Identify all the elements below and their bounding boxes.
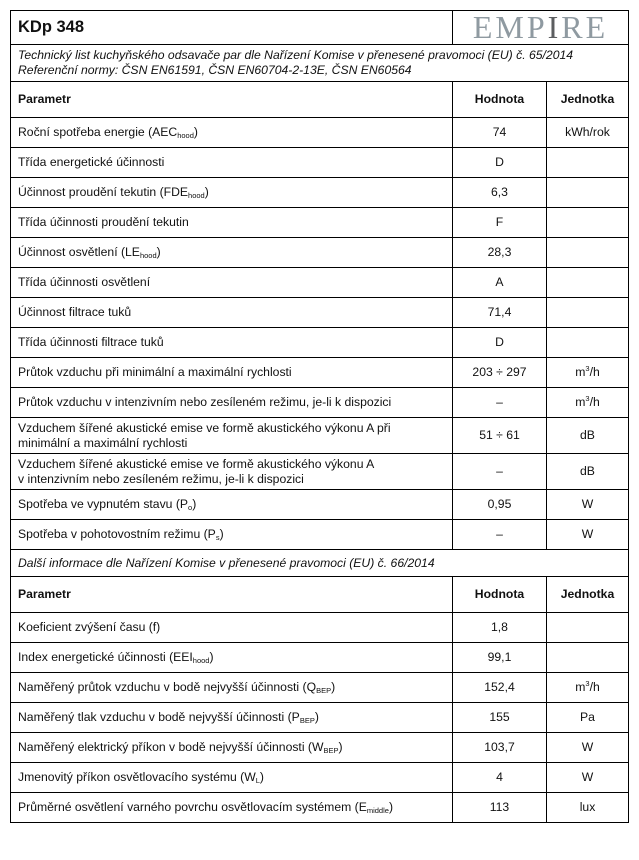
parameter-subscript: hood	[139, 251, 157, 260]
parameter-cell	[11, 643, 453, 673]
table-row	[11, 454, 629, 490]
unit-cell	[547, 298, 629, 328]
value-cell: A	[453, 268, 547, 298]
parameter-cell	[11, 208, 453, 238]
unit-cell	[547, 178, 629, 208]
value-cell: 1,8	[453, 613, 547, 643]
value-cell: 6,3	[453, 178, 547, 208]
parameter-label: Naměřený průtok vzduchu v bodě nejvyšší účinnosti (Q	[18, 680, 317, 694]
table-row	[11, 298, 629, 328]
unit-cell	[547, 733, 629, 763]
parameter-label-tail: )	[156, 245, 161, 259]
unit-cell	[547, 148, 629, 178]
unit-label: W	[581, 740, 594, 754]
value-cell: 103,7	[453, 733, 547, 763]
parameter-label: Naměřený elektrický příkon v bodě nejvyšší účinnosti (W	[18, 740, 324, 754]
column-header-row	[11, 577, 629, 613]
parameter-subscript: hood	[177, 131, 194, 140]
parameter-subscript: BEP	[316, 686, 332, 695]
parameter-label-tail: )	[331, 680, 336, 694]
value-cell: 51 ÷ 61	[453, 418, 547, 454]
value-cell: 4	[453, 763, 547, 793]
table-row	[11, 793, 629, 823]
value-cell: –	[453, 520, 547, 550]
unit-cell	[547, 673, 629, 703]
unit-cell	[547, 703, 629, 733]
unit-label: dB	[580, 464, 595, 478]
parameter-label: Spotřeba v pohotovostním režimu (P	[18, 527, 216, 541]
table-row	[11, 763, 629, 793]
unit-cell	[547, 358, 629, 388]
brand-logo-part: I	[547, 9, 562, 45]
unit-cell	[547, 208, 629, 238]
unit-superscript: 3	[585, 364, 590, 373]
table-row	[11, 703, 629, 733]
parameter-label-tail: )	[219, 527, 224, 541]
parameter-label: Naměřený tlak vzduchu v bodě nejvyšší účinnosti (P	[18, 710, 300, 724]
model-name: KDp 348	[11, 11, 453, 45]
value-cell: 74	[453, 118, 547, 148]
parameter-cell	[11, 178, 453, 208]
parameter-label: Třída účinnosti filtrace tuků	[18, 335, 164, 349]
table-row	[11, 208, 629, 238]
parameter-cell	[11, 298, 453, 328]
table-row	[11, 118, 629, 148]
parameter-cell	[11, 148, 453, 178]
parameter-subscript: BEP	[299, 716, 315, 725]
unit-cell	[547, 613, 629, 643]
unit-cell	[547, 418, 629, 454]
title-row	[11, 11, 629, 45]
parameter-label: Spotřeba ve vypnutém stavu (P	[18, 497, 189, 511]
table-row	[11, 148, 629, 178]
value-cell: –	[453, 454, 547, 490]
value-cell: D	[453, 328, 547, 358]
unit-label: m	[575, 365, 586, 379]
parameter-label-tail: )	[193, 125, 198, 139]
parameter-label: Vzduchem šířené akustické emise ve formě akustického výkonu A	[18, 456, 375, 471]
table-row	[11, 178, 629, 208]
datasheet-table	[10, 10, 629, 823]
parameter-label: Vzduchem šířené akustické emise ve formě akustického výkonu A při	[18, 420, 391, 435]
section1-rows	[11, 118, 629, 550]
unit-cell	[547, 328, 629, 358]
table-row	[11, 490, 629, 520]
unit-tail: /h	[589, 395, 600, 409]
parameter-subscript: hood	[188, 191, 205, 200]
parameter-label: Jmenovitý příkon osvětlovacího systému (W	[18, 770, 256, 784]
value-cell: 113	[453, 793, 547, 823]
column-header-parameter: Parametr	[11, 82, 453, 118]
section2-rows	[11, 613, 629, 823]
table-row	[11, 643, 629, 673]
column-header-unit: Jednotka	[547, 82, 629, 118]
parameter-label-tail: )	[209, 650, 214, 664]
parameter-subscript: s	[215, 533, 220, 542]
value-cell: 71,4	[453, 298, 547, 328]
parameter-cell	[11, 703, 453, 733]
section2-title: Další informace dle Nařízení Komise v přenesené pravomoci (EU) č. 66/2014	[11, 550, 629, 577]
parameter-label-tail: )	[259, 770, 264, 784]
parameter-label-tail: )	[338, 740, 343, 754]
table-row	[11, 268, 629, 298]
parameter-label: Index energetické účinnosti (EEI	[18, 650, 193, 664]
parameter-cell	[11, 733, 453, 763]
unit-cell	[547, 238, 629, 268]
value-cell: 155	[453, 703, 547, 733]
value-cell: 99,1	[453, 643, 547, 673]
subtitle-row	[11, 45, 629, 82]
section2-title-row	[11, 550, 629, 577]
parameter-label: Průměrné osvětlení varného povrchu osvětlovacím systémem (E	[18, 800, 367, 814]
brand-logo	[453, 11, 629, 45]
unit-superscript: 3	[585, 679, 590, 688]
unit-label: m	[575, 395, 586, 409]
parameter-label-line2: minimální a maximální rychlosti	[18, 435, 188, 450]
brand-logo-part: RE	[561, 9, 609, 45]
parameter-label-tail: )	[204, 185, 209, 199]
unit-cell	[547, 118, 629, 148]
table-row	[11, 733, 629, 763]
column-header-parameter: Parametr	[11, 577, 453, 613]
table-row	[11, 358, 629, 388]
value-cell: D	[453, 148, 547, 178]
unit-label: kWh/rok	[565, 125, 610, 139]
parameter-label: Účinnost filtrace tuků	[18, 305, 132, 319]
table-row	[11, 520, 629, 550]
unit-label: m	[575, 680, 586, 694]
unit-superscript: 3	[585, 394, 590, 403]
parameter-label-line2: v intenzivním nebo zesíleném režimu, je-li k dispozici	[18, 471, 304, 486]
value-cell: 0,95	[453, 490, 547, 520]
unit-label: W	[581, 770, 594, 784]
parameter-subscript: L	[255, 776, 260, 785]
parameter-label: Roční spotřeba energie (AEC	[18, 125, 178, 139]
parameter-cell	[11, 490, 453, 520]
parameter-cell	[11, 418, 453, 454]
regulation-subtitle	[11, 45, 629, 82]
parameter-cell	[11, 238, 453, 268]
column-header-value: Hodnota	[453, 577, 547, 613]
unit-tail: /h	[589, 680, 600, 694]
unit-cell	[547, 763, 629, 793]
parameter-subscript: BEP	[323, 746, 339, 755]
parameter-label: Průtok vzduchu při minimální a maximální rychlosti	[18, 365, 292, 379]
technical-datasheet	[10, 10, 628, 823]
parameter-cell	[11, 268, 453, 298]
column-header-row	[11, 82, 629, 118]
parameter-label: Koeficient zvýšení času (f)	[18, 620, 161, 634]
parameter-label: Třída energetické účinnosti	[18, 155, 165, 169]
unit-cell	[547, 388, 629, 418]
value-cell: 28,3	[453, 238, 547, 268]
subtitle-line: Technický list kuchyňského odsavače par dle Nařízení Komise v přenesené pravomoci (EU) č. 65/2014	[18, 48, 574, 62]
parameter-cell	[11, 388, 453, 418]
parameter-cell	[11, 520, 453, 550]
unit-cell	[547, 268, 629, 298]
table-row	[11, 613, 629, 643]
table-row	[11, 238, 629, 268]
parameter-cell	[11, 328, 453, 358]
parameter-subscript: hood	[192, 656, 210, 665]
column-header-unit: Jednotka	[547, 577, 629, 613]
parameter-label: Účinnost osvětlení (LE	[18, 245, 140, 259]
parameter-cell	[11, 673, 453, 703]
subtitle-line: Referenční normy: ČSN EN61591, ČSN EN60704-2-13E, ČSN EN60564	[18, 63, 412, 77]
unit-label: lux	[579, 800, 596, 814]
table-row	[11, 418, 629, 454]
unit-label: Pa	[580, 710, 595, 724]
unit-label: dB	[580, 428, 595, 442]
parameter-cell	[11, 793, 453, 823]
parameter-subscript: middle	[366, 806, 389, 815]
parameter-cell	[11, 613, 453, 643]
parameter-cell	[11, 454, 453, 490]
parameter-label-tail: )	[388, 800, 393, 814]
unit-cell	[547, 520, 629, 550]
parameter-label: Třída účinnosti proudění tekutin	[18, 215, 189, 229]
value-cell: 152,4	[453, 673, 547, 703]
unit-cell	[547, 490, 629, 520]
parameter-label: Účinnost proudění tekutin (FDE	[18, 185, 189, 199]
unit-cell	[547, 454, 629, 490]
parameter-cell	[11, 763, 453, 793]
brand-logo-part: EMP	[472, 9, 548, 45]
value-cell: F	[453, 208, 547, 238]
parameter-cell	[11, 358, 453, 388]
table-row	[11, 673, 629, 703]
table-row	[11, 328, 629, 358]
value-cell: 203 ÷ 297	[453, 358, 547, 388]
column-header-value: Hodnota	[453, 82, 547, 118]
unit-cell	[547, 793, 629, 823]
unit-cell	[547, 643, 629, 673]
parameter-subscript: o	[188, 503, 193, 512]
parameter-cell	[11, 118, 453, 148]
table-row	[11, 388, 629, 418]
parameter-label-tail: )	[192, 497, 197, 511]
parameter-label: Průtok vzduchu v intenzivním nebo zesíleném režimu, je-li k dispozici	[18, 395, 392, 409]
parameter-label: Třída účinnosti osvětlení	[18, 275, 151, 289]
parameter-label-tail: )	[314, 710, 319, 724]
unit-tail: /h	[589, 365, 600, 379]
unit-label: W	[581, 497, 594, 511]
unit-label: W	[581, 527, 594, 541]
value-cell: –	[453, 388, 547, 418]
